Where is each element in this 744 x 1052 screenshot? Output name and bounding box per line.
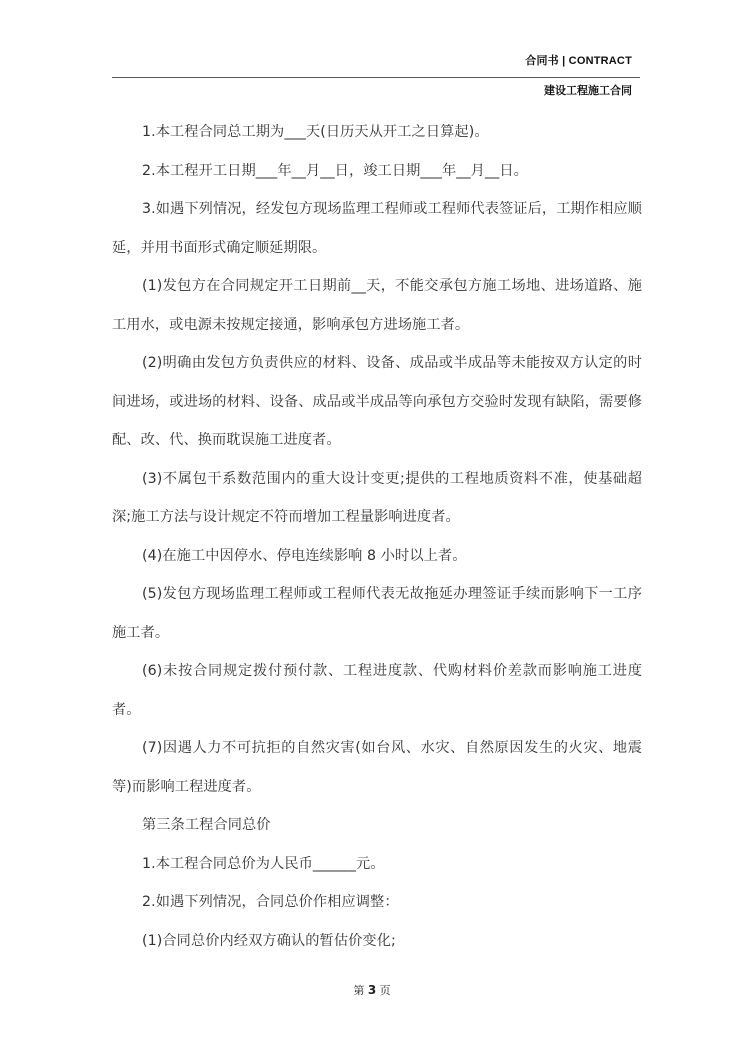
paragraph: (7)因遇人力不可抗拒的自然灾害(如台风、水灾、自然原因发生的火灾、地震等)而影响工程进度者。 [112,740,642,795]
paragraph: 3.如遇下列情况，经发包方现场监理工程师或工程师代表签证后，工期作相应顺延，并用书面形式确定顺延期限。 [112,201,642,256]
paragraph: (6)未按合同规定拨付预付款、工程进度款、代购材料价差款而影响施工进度者。 [112,663,642,718]
document-body [112,113,642,960]
paragraph: (2)明确由发包方负责供应的材料、设备、成品或半成品等未能按双方认定的时间进场，或进场的材料、设备、成品或半成品等向承包方交验时发现有缺陷，需要修配、改、代、换而耽误施工进度者。 [112,355,642,448]
header-subtitle: 建设工程施工合同 [544,84,632,97]
paragraph: 2.如遇下列情况，合同总价作相应调整： [142,894,399,910]
section-heading: 第三条工程合同总价 [142,817,271,833]
paragraph: 2.本工程开工日期___年__月__日，竣工日期___年__月__日。 [142,162,528,179]
paragraph: (1)发包方在合同规定开工日期前__天，不能交承包方施工场地、进场道路、施工用水，或电源未按规定接通，影响承包方进场施工者。 [112,278,642,333]
paragraph: 1.本工程合同总工期为___天(日历天从开工之日算起)。 [142,124,489,140]
paragraph: (3)不属包干系数范围内的重大设计变更;提供的工程地质资料不准，使基础超深;施工方法与设计规定不符而增加工程量影响进度者。 [112,470,642,525]
paragraph: (4)在施工中因停水、停电连续影响 8 小时以上者。 [142,547,467,564]
paragraph: (1)合同总价内经双方确认的暂估价变化; [142,932,396,949]
paragraph: (5)发包方现场监理工程师或工程师代表无故拖延办理签证手续而影响下一工序施工者。 [112,586,642,641]
page-prefix: 第 [353,984,365,997]
page-footer [0,982,744,998]
header-title: 合同书 | CONTRACT [525,55,632,67]
paragraph: 1.本工程合同总价为人民币______元。 [142,855,385,872]
header-divider [112,77,640,78]
page-number: 3 [367,983,377,997]
page-suffix: 页 [379,984,391,997]
